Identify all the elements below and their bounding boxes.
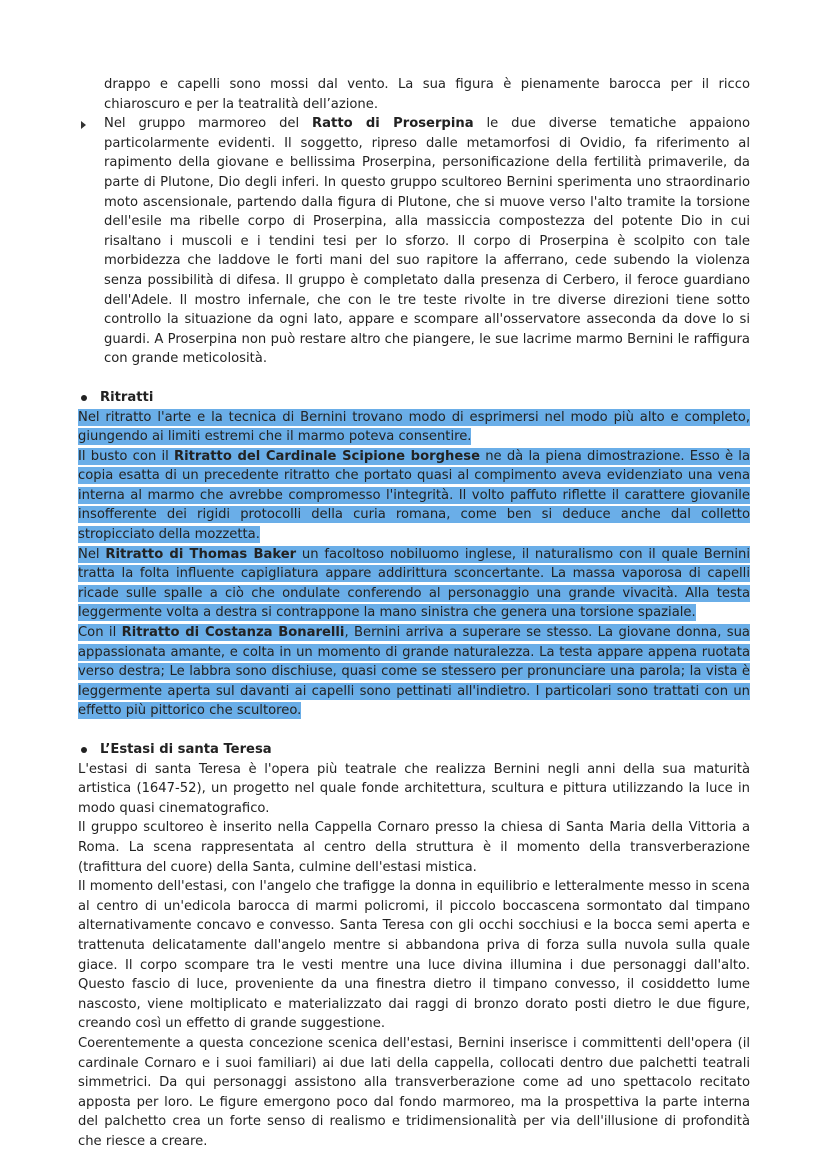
bonarelli-paragraph xyxy=(78,623,750,721)
bonarelli-body: , Bernini arriva a superare se stesso. La giovane donna, sua appassionata amante, e colta in un momento di grande naturalezza. La testa appare appena ruotata verso destra; Le labbra sono dischiuse, quasi come se stessero per pronunciare una parola; la vista è leggermente aperta sul davanti ai capelli sono pettinati all'indietro. I particolari sono trattati con un effetto più pittorico che scultoreo. xyxy=(78,625,750,719)
ritratti-heading-text: Ritratti xyxy=(100,389,154,405)
baker-highlight xyxy=(78,546,750,622)
scipione-paragraph xyxy=(78,447,750,545)
bonarelli-prefix: Con il xyxy=(78,625,122,641)
teresa-paragraph-3: Il momento dell'estasi, con l'angelo che trafigge la donna in equilibrio e letteralmente messo in scena al centro di un'edicola barocca di marmi policromi, il piccolo boccascena sormontato dal timpano alternativamente concavo e convesso. Santa Teresa con gli occhi socchiusi e la bocca semi aperta e trattenuta delicatamente dall'angelo mentre si abbandona priva di forza sulla nuvola sulla quale giace. Il corpo scompare tra le vesti mentre una luce divina illumina i due personaggi dall'alto. Questo fascio di luce, proveniente da una finestra dietro il timpano convesso, il cosiddetto lume nascosto, viene moltiplicato e materializzato dai raggi di bronzo dorato posti dietro le due figure, creando così un effetto di grande suggestione. xyxy=(78,879,750,1032)
baker-prefix: Nel xyxy=(78,546,106,562)
bullet-dot-icon xyxy=(81,747,87,753)
teresa-paragraph-2: Il gruppo scultoreo è inserito nella Cappella Cornaro presso la chiesa di Santa Maria della Vittoria a Roma. La scena rappresentata al centro della struttura è il momento della transverberazione (trafittura del cuore) della Santa, culmine dell'estasi mistica. xyxy=(78,820,750,875)
scipione-prefix: Il busto con il xyxy=(78,448,175,464)
ritratti-intro xyxy=(78,408,750,447)
proserpina-item xyxy=(78,114,750,369)
scipione-highlight xyxy=(78,448,750,543)
scipione-title: Ritratto del Cardinale Scipione borghese xyxy=(174,448,480,464)
proserpina-body: le due diverse tematiche appaiono particolarmente evidenti. Il soggetto, ripreso dalle metamorfosi di Ovidio, fa riferimento al rapimento della giovane e bellissima Proserpina, personificazione della fertilità primaverile, da parte di Plutone, Dio degli inferi. In questo gruppo scultoreo Bernini sperimenta uno straordinario moto ascensionale, partendo dalla figura di Plutone, che si muove verso l'alto tramite la torsione dell'esile ma ribelle corpo di Proserpina, alla massiccia compostezza del potente Dio in cui risaltano i muscoli e i tendini tesi per lo sforzo. Il corpo di Proserpina è scolpito con tale morbidezza che laddove le forti mani del suo rapitore la afferrano, cede subendo la violenza senza possibilità di difesa. Il gruppo è completato dalla presenza di Cerbero, il feroce guardiano dell'Adele. Il mostro infernale, che con le tre teste rivolte in tre diverse direzioni tiene sotto controllo la situazione da ogni lato, appare e scompare all'osservatore asseconda da dove lo si guardi. A Proserpina non può restare altro che piangere, le sue lacrime marmo Bernini le raffigura con grande meticolosità. xyxy=(104,116,751,367)
intro-continuation: drappo e capelli sono mossi dal vento. La sua figura è pienamente barocca per il ricco chiaroscuro e per la teatralità dell’azione. xyxy=(104,77,750,112)
ritratti-heading xyxy=(78,388,750,408)
teresa-paragraph-1: L'estasi di santa Teresa è l'opera più teatrale che realizza Bernini negli anni della sua maturità artistica (1647-52), un progetto nel quale fonde architettura, scultura e pittura utilizzando la luce in modo quasi cinematografico. xyxy=(78,761,750,816)
baker-paragraph xyxy=(78,545,750,623)
arrow-bullet-icon xyxy=(81,121,86,129)
scipione-body: ne dà la piena dimostrazione. Esso è la copia esatta di un precedente ritratto che portato quasi al compimento aveva evidenziato una vena interna al marmo che avrebbe compromesso l'integrità. Il volto paffuto riflette il carattere giovanile insofferente dei rigidi protocolli della curia romana, come ben si deduce anche dal colletto stropicciato della mozzetta. xyxy=(78,448,750,543)
bonarelli-title: Ritratto di Costanza Bonarelli xyxy=(121,625,345,641)
bonarelli-highlight xyxy=(78,624,750,719)
baker-body: un facoltoso nobiluomo inglese, il naturalismo con il quale Bernini tratta la folta influente capigliatura appare addirittura sconcertante. La massa vaporosa di capelli ricade sulle spalle a ciò che ondulate conferendo al personaggio una grande vivacità. Alla testa leggermente volta a destra si contrappone la mano sinistra che genera una torsione spaziale. xyxy=(78,546,750,621)
teresa-heading xyxy=(78,740,750,760)
proserpina-prefix: Nel gruppo marmoreo del xyxy=(104,116,313,132)
teresa-heading-text: L’Estasi di santa Teresa xyxy=(100,742,272,757)
ritratti-intro-text: Nel ritratto l'arte e la tecnica di Bernini trovano modo di esprimersi nel modo più alto e completo, giungendo ai limiti estremi che il marmo poteva consentire. xyxy=(78,409,750,445)
teresa-paragraph-4: Coerentemente a questa concezione scenica dell'estasi, Bernini inserisce i committenti dell'opera (il cardinale Cornaro e i suoi familiari) ai due lati della cappella, collocati dentro due palchetti teatrali simmetrici. Da qui personaggi assistono alla transverberazione come ad uno spettacolo recitato apposta per loro. Le figure emergono poco dal fondo marmoreo, ma la prospettiva la parte interna del palchetto crea un forte senso di realismo e tridimensionalità per via dell'illusione di profondità che riesce a creare. xyxy=(78,1035,750,1149)
bullet-dot-icon xyxy=(81,395,87,401)
baker-title: Ritratto di Thomas Baker xyxy=(105,546,297,562)
proserpina-title: Ratto di Proserpina xyxy=(312,116,474,132)
proserpina-paragraph xyxy=(104,114,750,369)
